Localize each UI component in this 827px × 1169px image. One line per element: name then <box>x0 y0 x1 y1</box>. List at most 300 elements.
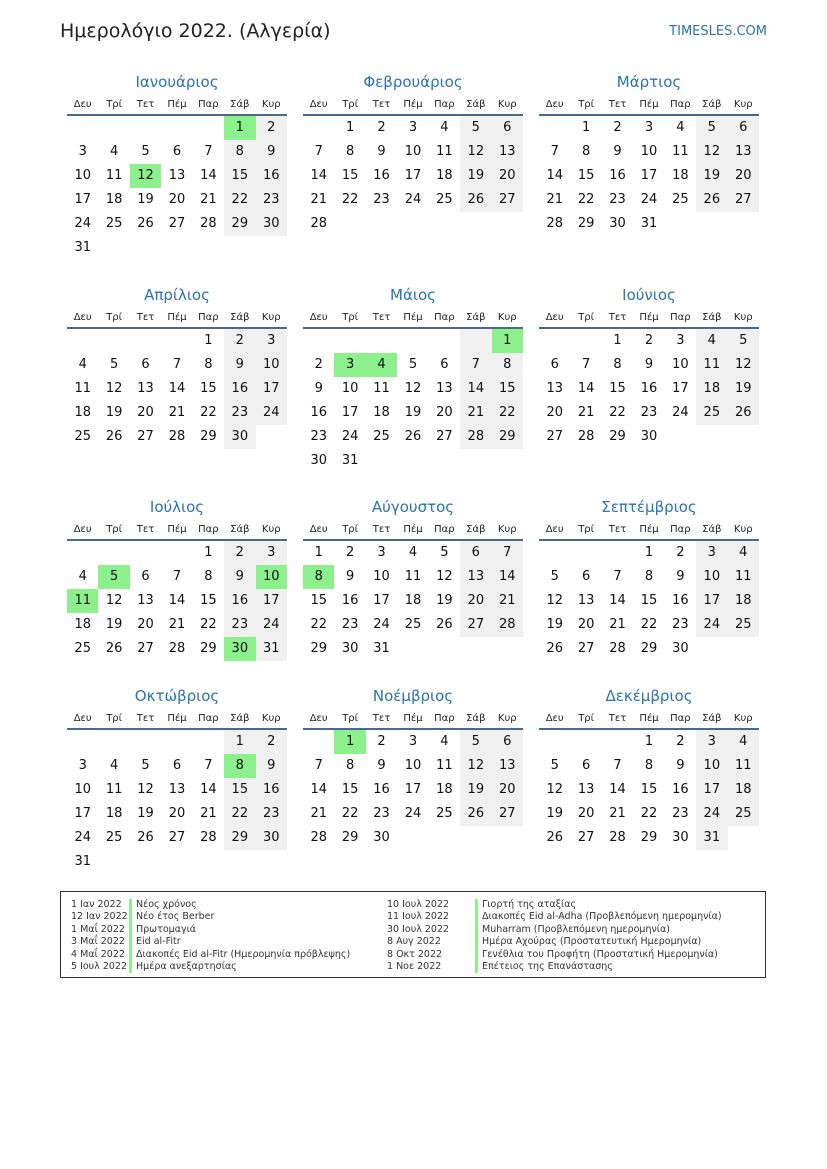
week-row <box>303 425 523 449</box>
week-row <box>67 637 287 661</box>
weekday-label: Δευ <box>309 312 328 323</box>
week-row <box>67 353 287 377</box>
holiday-day-cell: 8 <box>303 565 334 589</box>
empty-cell <box>397 637 428 661</box>
day-cell: 30 <box>672 641 689 656</box>
weekday-label: Παρ <box>434 713 455 724</box>
day-cell: 27 <box>546 429 563 444</box>
holiday-date: 1 Νοε 2022 <box>387 960 442 972</box>
weekday-header <box>67 96 287 116</box>
holiday-marker <box>129 911 132 923</box>
day-cell: 17 <box>256 377 287 401</box>
empty-cell <box>492 637 523 661</box>
holiday-date: 5 Ιουλ 2022 <box>71 960 127 972</box>
holiday-row <box>387 911 722 923</box>
day-cell: 13 <box>577 593 595 608</box>
day-cell: 4 <box>408 545 418 560</box>
day-cell: 19 <box>460 164 491 188</box>
empty-cell <box>397 449 428 473</box>
weekday-label: Πέμ <box>167 713 187 724</box>
weekday-label: Σάβ <box>230 99 250 110</box>
week-row <box>303 565 523 589</box>
day-cell: 12 <box>105 593 123 608</box>
day-cell: 22 <box>609 405 626 420</box>
weekday-label: Τρί <box>106 713 123 724</box>
day-cell: 24 <box>404 806 422 821</box>
day-cell: 28 <box>609 641 626 656</box>
day-cell: 25 <box>105 830 123 845</box>
weekday-label: Τρί <box>342 312 359 323</box>
weekday-label: Τετ <box>136 713 155 724</box>
day-cell: 29 <box>224 212 255 236</box>
day-cell: 26 <box>404 429 422 444</box>
day-cell: 13 <box>168 782 186 797</box>
weekday-label: Σάβ <box>230 312 250 323</box>
month-block <box>303 72 523 236</box>
week-row <box>67 850 287 874</box>
weekday-label: Πέμ <box>639 312 659 323</box>
day-cell: 14 <box>310 782 327 797</box>
day-cell: 10 <box>696 754 727 778</box>
empty-cell <box>130 329 161 353</box>
empty-cell <box>460 637 491 661</box>
weekday-label: Σάβ <box>230 713 250 724</box>
day-cell: 31 <box>640 216 658 231</box>
day-cell: 9 <box>256 140 287 164</box>
day-cell: 12 <box>436 569 453 584</box>
month-name: Ιούλιος <box>149 498 205 516</box>
day-cell: 11 <box>728 754 759 778</box>
day-cell: 27 <box>577 830 595 845</box>
weekday-label: Δευ <box>309 524 328 535</box>
day-cell: 15 <box>200 381 217 396</box>
weekday-label: Κυρ <box>261 99 281 110</box>
month-block <box>67 72 287 260</box>
day-cell: 3 <box>78 144 87 159</box>
day-cell: 13 <box>436 381 453 396</box>
empty-cell <box>397 826 428 850</box>
weekday-label: Σάβ <box>466 524 486 535</box>
weekday-label: Παρ <box>198 312 219 323</box>
day-cell: 21 <box>577 405 595 420</box>
holiday-name: Διακοπές Eid al-Fitr (Ημερομηνία πρόβλεψης) <box>136 948 351 960</box>
day-cell: 21 <box>310 192 327 207</box>
week-row <box>303 329 523 353</box>
day-cell: 19 <box>137 806 154 821</box>
day-cell: 17 <box>404 782 422 797</box>
day-cell: 15 <box>640 782 658 797</box>
holiday-date: 11 Ιουλ 2022 <box>387 911 450 923</box>
weekday-label: Κυρ <box>497 312 517 323</box>
week-row <box>303 353 523 377</box>
weekday-label: Πέμ <box>639 524 659 535</box>
month-block <box>303 497 523 661</box>
day-cell: 31 <box>341 453 359 468</box>
day-cell: 10 <box>373 569 390 584</box>
day-cell: 2 <box>676 734 685 749</box>
weekday-label: Τετ <box>608 312 627 323</box>
weekday-header <box>67 309 287 329</box>
day-cell: 10 <box>341 381 359 396</box>
holiday-date: 1 Μαΐ 2022 <box>71 923 125 935</box>
day-cell: 23 <box>224 401 255 425</box>
day-cell: 24 <box>404 192 422 207</box>
day-cell: 18 <box>74 617 91 632</box>
holiday-day-cell: 1 <box>224 116 255 140</box>
weekday-label: Τετ <box>608 99 627 110</box>
month-name: Μάιος <box>390 286 436 304</box>
day-cell: 7 <box>460 353 491 377</box>
day-cell: 5 <box>109 357 119 372</box>
day-cell: 19 <box>436 593 453 608</box>
day-cell: 17 <box>404 168 422 183</box>
holiday-row <box>71 961 350 973</box>
weekday-label: Τρί <box>578 713 595 724</box>
month-block <box>539 72 759 236</box>
month-block <box>67 686 287 874</box>
weekday-label: Τρί <box>342 524 359 535</box>
day-cell: 19 <box>137 192 154 207</box>
week-row <box>303 212 523 236</box>
day-cell: 20 <box>436 405 453 420</box>
empty-cell <box>193 116 224 140</box>
day-cell: 17 <box>696 589 727 613</box>
day-cell: 3 <box>696 730 727 754</box>
day-cell: 10 <box>640 144 658 159</box>
day-cell: 29 <box>609 429 626 444</box>
day-cell: 3 <box>408 734 418 749</box>
day-cell: 1 <box>204 545 213 560</box>
week-row <box>539 802 759 826</box>
day-cell: 26 <box>546 830 563 845</box>
day-cell: 16 <box>224 377 255 401</box>
weekday-label: Παρ <box>198 524 219 535</box>
day-cell: 3 <box>676 333 685 348</box>
day-cell: 6 <box>172 144 182 159</box>
weekday-label: Παρ <box>434 312 455 323</box>
weekday-label: Δευ <box>309 99 328 110</box>
weekday-label: Παρ <box>670 312 691 323</box>
week-row <box>303 401 523 425</box>
day-cell: 18 <box>404 593 422 608</box>
day-cell: 9 <box>676 569 685 584</box>
week-row <box>67 401 287 425</box>
weekday-label: Τρί <box>106 524 123 535</box>
day-cell: 18 <box>728 589 759 613</box>
holiday-row <box>387 924 722 936</box>
holiday-marker <box>475 911 478 923</box>
day-cell: 18 <box>696 377 727 401</box>
empty-cell <box>303 730 334 754</box>
page-title: Ημερολόγιο 2022. (Αλγερία) <box>60 20 331 42</box>
day-cell: 1 <box>613 333 622 348</box>
day-cell: 13 <box>460 565 491 589</box>
weekday-label: Κυρ <box>497 99 517 110</box>
holiday-row <box>387 936 722 948</box>
day-cell: 2 <box>256 730 287 754</box>
day-cell: 11 <box>404 569 422 584</box>
day-cell: 6 <box>172 758 182 773</box>
weekday-label: Δευ <box>73 312 92 323</box>
empty-cell <box>460 826 491 850</box>
empty-cell <box>130 541 161 565</box>
empty-cell <box>98 541 129 565</box>
weekday-label: Σάβ <box>702 524 722 535</box>
day-cell: 5 <box>550 569 559 584</box>
empty-cell <box>161 850 192 874</box>
holiday-marker <box>475 899 478 911</box>
weekday-label: Κυρ <box>497 524 517 535</box>
weekday-label: Τρί <box>106 99 123 110</box>
weekday-label: Δευ <box>545 524 564 535</box>
holiday-day-cell: 8 <box>224 754 255 778</box>
week-row <box>67 236 287 260</box>
empty-cell <box>193 236 224 260</box>
holiday-marker <box>129 961 132 973</box>
week-row <box>67 425 287 449</box>
empty-cell <box>696 637 727 661</box>
day-cell: 26 <box>137 216 154 231</box>
empty-cell <box>67 730 98 754</box>
day-cell: 29 <box>224 826 255 850</box>
day-cell: 24 <box>256 613 287 637</box>
site-link[interactable]: TIMESLES.COM <box>669 24 767 39</box>
day-cell: 2 <box>314 357 323 372</box>
day-cell: 25 <box>105 216 123 231</box>
day-cell: 23 <box>609 192 626 207</box>
empty-cell <box>161 730 192 754</box>
day-cell: 11 <box>696 353 727 377</box>
day-cell: 31 <box>256 637 287 661</box>
day-cell: 1 <box>644 545 654 560</box>
holiday-marker <box>475 949 478 961</box>
day-cell: 7 <box>613 758 622 773</box>
holiday-row <box>71 949 350 961</box>
holiday-list-right <box>387 899 722 973</box>
day-cell: 7 <box>172 357 182 372</box>
empty-cell <box>334 329 365 353</box>
weekday-label: Τετ <box>372 312 391 323</box>
empty-cell <box>161 116 192 140</box>
holiday-marker <box>129 924 132 936</box>
day-cell: 19 <box>546 806 563 821</box>
day-cell: 18 <box>105 806 123 821</box>
day-cell: 7 <box>204 144 213 159</box>
day-cell: 31 <box>373 641 390 656</box>
day-cell: 27 <box>168 216 186 231</box>
day-cell: 27 <box>137 429 154 444</box>
day-cell: 20 <box>137 405 154 420</box>
empty-cell <box>429 212 460 236</box>
day-cell: 17 <box>373 593 390 608</box>
day-cell: 11 <box>672 144 689 159</box>
holiday-row <box>71 936 350 948</box>
day-cell: 27 <box>436 429 453 444</box>
month-name: Οκτώβριος <box>134 687 220 705</box>
day-cell: 2 <box>256 116 287 140</box>
week-row <box>539 401 759 425</box>
day-cell: 18 <box>436 782 453 797</box>
empty-cell <box>366 212 397 236</box>
holiday-date: 4 Μαΐ 2022 <box>71 948 125 960</box>
day-cell: 5 <box>440 545 449 560</box>
holiday-date: 1 Ιαν 2022 <box>71 899 122 910</box>
day-cell: 15 <box>577 168 595 183</box>
day-cell: 28 <box>546 216 563 231</box>
week-row <box>539 212 759 236</box>
empty-cell <box>539 730 570 754</box>
week-row <box>539 589 759 613</box>
day-cell: 27 <box>728 188 759 212</box>
holiday-name: Muharram (Προβλεπόμενη ημερομηνία) <box>482 923 670 935</box>
day-cell: 20 <box>168 192 186 207</box>
holiday-name: Διακοπές Eid al-Adha (Προβλεπόμενη ημερομηνία) <box>482 911 722 923</box>
week-row <box>539 826 759 850</box>
day-cell: 19 <box>404 405 422 420</box>
empty-cell <box>492 449 523 473</box>
week-row <box>539 188 759 212</box>
day-cell: 6 <box>141 569 150 584</box>
day-cell: 13 <box>492 140 523 164</box>
day-cell: 16 <box>373 168 390 183</box>
day-cell: 4 <box>78 357 87 372</box>
weekday-label: Τρί <box>578 524 595 535</box>
day-cell: 30 <box>640 429 658 444</box>
day-cell: 11 <box>105 168 123 183</box>
day-cell: 25 <box>436 192 453 207</box>
day-cell: 3 <box>644 120 654 135</box>
day-cell: 23 <box>640 405 658 420</box>
day-cell: 12 <box>728 353 759 377</box>
empty-cell <box>539 541 570 565</box>
day-cell: 31 <box>696 826 727 850</box>
holiday-row <box>387 961 722 973</box>
holiday-name: Eid al-Fitr <box>136 936 181 948</box>
day-cell: 4 <box>109 144 119 159</box>
day-cell: 6 <box>550 357 559 372</box>
day-cell: 14 <box>546 168 563 183</box>
day-cell: 30 <box>224 425 255 449</box>
empty-cell <box>130 116 161 140</box>
empty-cell <box>366 329 397 353</box>
week-row <box>303 613 523 637</box>
empty-cell <box>460 449 491 473</box>
week-row <box>539 778 759 802</box>
empty-cell <box>67 541 98 565</box>
month-block <box>67 497 287 661</box>
week-row <box>303 589 523 613</box>
day-cell: 15 <box>609 381 626 396</box>
day-cell: 2 <box>676 545 685 560</box>
day-cell: 19 <box>696 164 727 188</box>
day-cell: 29 <box>577 216 595 231</box>
day-cell: 24 <box>256 401 287 425</box>
weekday-header <box>303 96 523 116</box>
day-cell: 31 <box>74 854 91 869</box>
day-cell: 12 <box>404 381 422 396</box>
weekday-label: Κυρ <box>733 312 753 323</box>
day-cell: 6 <box>141 357 150 372</box>
day-cell: 25 <box>696 401 727 425</box>
week-row <box>303 754 523 778</box>
day-cell: 8 <box>492 353 523 377</box>
day-cell: 10 <box>404 144 422 159</box>
day-cell: 24 <box>74 216 91 231</box>
week-row <box>303 802 523 826</box>
holiday-list-left <box>71 899 350 973</box>
weekday-label: Σάβ <box>466 312 486 323</box>
day-cell: 14 <box>168 381 186 396</box>
day-cell: 19 <box>105 405 123 420</box>
empty-cell <box>539 329 570 353</box>
day-cell: 16 <box>672 782 689 797</box>
day-cell: 30 <box>373 830 390 845</box>
holiday-name: Νέος χρόνος <box>136 899 197 910</box>
day-cell: 2 <box>613 120 622 135</box>
day-cell: 12 <box>696 140 727 164</box>
week-row <box>67 826 287 850</box>
weekday-label: Τετ <box>136 312 155 323</box>
day-cell: 5 <box>728 329 759 353</box>
weekday-header <box>67 710 287 730</box>
day-cell: 4 <box>728 730 759 754</box>
weekday-header <box>67 521 287 541</box>
weekday-label: Τετ <box>372 524 391 535</box>
empty-cell <box>492 212 523 236</box>
week-row <box>539 164 759 188</box>
day-cell: 21 <box>200 192 217 207</box>
weekday-label: Δευ <box>73 713 92 724</box>
empty-cell <box>224 850 255 874</box>
day-cell: 29 <box>640 641 658 656</box>
weekday-header <box>303 309 523 329</box>
day-cell: 22 <box>492 401 523 425</box>
day-cell: 9 <box>314 381 323 396</box>
day-cell: 6 <box>728 116 759 140</box>
week-row <box>303 778 523 802</box>
day-cell: 26 <box>105 429 123 444</box>
day-cell: 25 <box>74 429 91 444</box>
day-cell: 26 <box>728 401 759 425</box>
day-cell: 5 <box>408 357 418 372</box>
holiday-day-cell: 11 <box>67 589 98 613</box>
day-cell: 16 <box>373 782 390 797</box>
day-cell: 24 <box>696 613 727 637</box>
holiday-date: 8 Οκτ 2022 <box>387 948 443 960</box>
holiday-date: 8 Αυγ 2022 <box>387 936 441 948</box>
holiday-marker <box>129 936 132 948</box>
empty-cell <box>492 826 523 850</box>
day-cell: 18 <box>74 405 91 420</box>
day-cell: 18 <box>436 168 453 183</box>
day-cell: 5 <box>460 730 491 754</box>
day-cell: 15 <box>224 164 255 188</box>
week-row <box>539 353 759 377</box>
month-name: Φεβρουάριος <box>363 73 463 91</box>
empty-cell <box>224 236 255 260</box>
week-row <box>67 164 287 188</box>
day-cell: 6 <box>492 730 523 754</box>
week-row <box>539 425 759 449</box>
empty-cell <box>98 236 129 260</box>
holiday-name: Γιορτή της αταξίας <box>482 899 577 910</box>
day-cell: 15 <box>640 593 658 608</box>
day-cell: 25 <box>74 641 91 656</box>
day-cell: 28 <box>577 429 595 444</box>
holiday-list <box>60 891 766 978</box>
week-row <box>303 826 523 850</box>
day-cell: 2 <box>644 333 654 348</box>
